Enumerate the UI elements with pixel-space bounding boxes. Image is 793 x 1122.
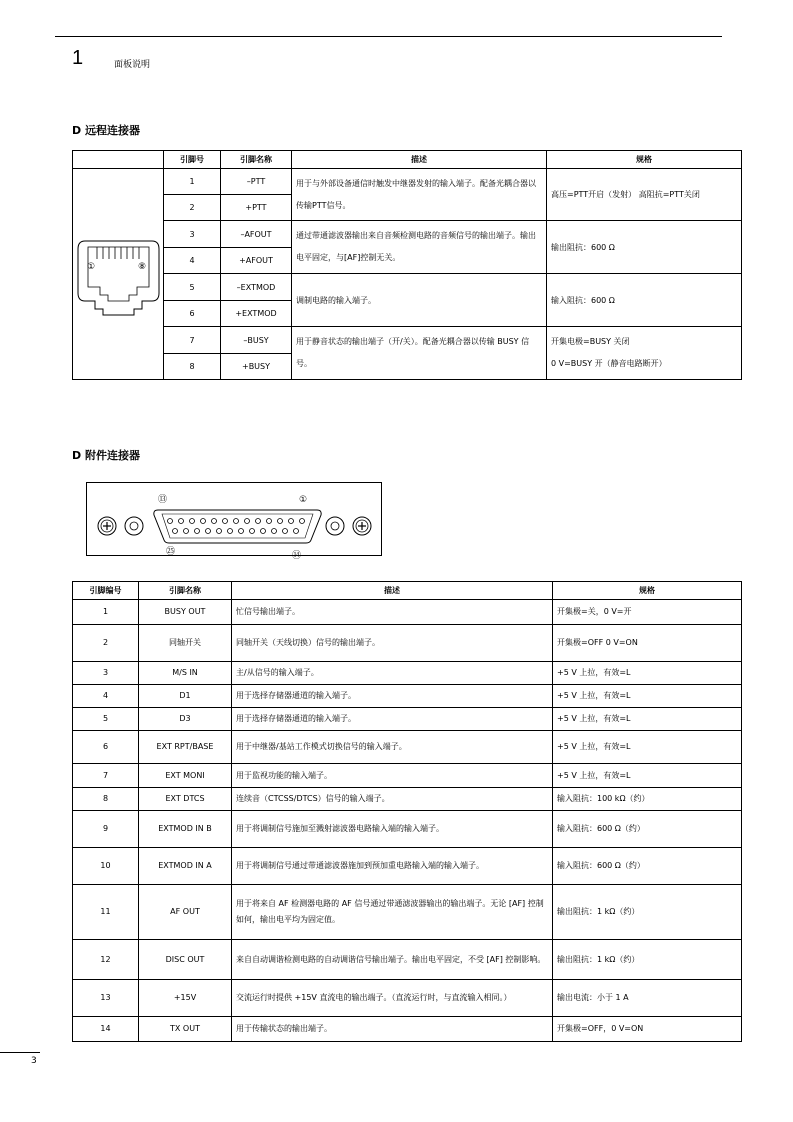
table-row [73,625,742,662]
pin-spec: +5 V 上拉，有效=L [553,731,742,764]
pin-spec: +5 V 上拉，有效=L [553,708,742,731]
pin-name: +EXTMOD [221,301,292,327]
rj45-connector-diagram [73,169,164,380]
pin-number: 4 [73,685,139,708]
pin-spec-line: 0 V=BUSY 开（静音电路断开） [551,359,667,368]
pin-name: TX OUT [139,1017,232,1042]
pin-spec: 输出阻抗：1 kΩ（约） [553,885,742,940]
pin-spec: 输入阻抗：600 Ω [547,274,742,327]
pin-name: AF OUT [139,885,232,940]
header-description: 描述 [232,582,553,600]
pin-number: 10 [73,848,139,885]
accessory-connector-title: D 附件连接器 [72,449,140,462]
pin-name: +AFOUT [221,248,292,274]
pin-description: 用于中继器/基站工作模式切换信号的输入端子。 [232,731,553,764]
pin-description: 用于传输状态的输出端子。 [232,1017,553,1042]
table-row [73,327,742,354]
pin-description: 用于静音状态的输出端子（开/关）。配备光耦合器以传输 BUSY 信号。 [292,327,547,380]
pin-spec: +5 V 上拉，有效=L [553,685,742,708]
pin-description: 主/从信号的输入端子。 [232,662,553,685]
connector-header [73,151,164,169]
rj45-jack-icon [73,169,164,377]
remote-connector-table [72,150,742,380]
pin-25-label: ㉕ [166,547,176,557]
pin-description: 用于选择存储器通道的输入端子。 [232,708,553,731]
pin-1-label: ① [87,262,96,272]
pin-description: 用于与外部设备通信时触发中继器发射的输入端子。配备光耦合器以传输PTT信号。 [292,169,547,221]
pin-number: 6 [73,731,139,764]
pin-spec: 输入阻抗：100 kΩ（约） [553,788,742,811]
pin-name: BUSY OUT [139,600,232,625]
pin-number: 1 [73,600,139,625]
pin-number: 3 [73,662,139,685]
pin-name: +15V [139,980,232,1017]
table-header-row [73,151,742,169]
pin-spec [547,327,742,380]
table-row [73,685,742,708]
pin-description: 用于将调制信号施加至溅射滤波器电路输入端的输入端子。 [232,811,553,848]
pin-number: 12 [73,940,139,980]
pin-number: 3 [164,221,221,248]
pin-spec: +5 V 上拉，有效=L [553,662,742,685]
pin-name: –AFOUT [221,221,292,248]
pin-name: EXT DTCS [139,788,232,811]
pin-spec-line: 开集电极=BUSY 关闭 [551,337,630,346]
pin-description: 通过带通滤波器输出来自音频检测电路的音频信号的输出端子。输出电平固定，与[AF]控制无关。 [292,221,547,274]
footer-rule [0,1052,40,1053]
pin-spec: 开集极=OFF 0 V=ON [553,625,742,662]
table-row [73,1017,742,1042]
table-row [73,708,742,731]
table-row [73,848,742,885]
pin-number: 2 [164,195,221,221]
pin-number: 7 [164,327,221,354]
pin-description: 连续音（CTCSS/DTCS）信号的输入端子。 [232,788,553,811]
table-row [73,169,742,195]
header-pin: 引脚编号 [73,582,139,600]
header-spec: 规格 [547,151,742,169]
table-row [73,980,742,1017]
db25-connector-diagram [86,482,386,566]
header-pin-name: 引脚名称 [139,582,232,600]
pin-description: 忙信号输出端子。 [232,600,553,625]
table-row [73,600,742,625]
right-screw-icon [353,517,371,535]
pin-number: 2 [73,625,139,662]
pin-number: 1 [164,169,221,195]
pin-description: 用于将调制信号通过带通滤波器施加到预加重电路输入端的输入端子。 [232,848,553,885]
pin-14-label: ⑭ [292,551,302,561]
pin-name: DISC OUT [139,940,232,980]
pin-spec: 开集极=OFF，0 V=ON [553,1017,742,1042]
header-pin: 引脚号 [164,151,221,169]
pin-name: +PTT [221,195,292,221]
accessory-connector-table [72,581,742,1042]
pin-name: EXT RPT/BASE [139,731,232,764]
pin-name: D3 [139,708,232,731]
pin-number: 4 [164,248,221,274]
pin-spec: 输出阻抗：600 Ω [547,221,742,274]
pin-name: –EXTMOD [221,274,292,301]
pin-description: 用于将来自 AF 检测器电路的 AF 信号通过带通滤波器输出的输出端子。无论 [AF] 控制如何，输出电平均为固定值。 [232,885,553,940]
pin-number: 7 [73,764,139,788]
header-pin-name: 引脚名称 [221,151,292,169]
table-row [73,274,742,301]
pin-name: M/S IN [139,662,232,685]
pin-8-label: ⑧ [138,262,147,272]
top-rule [55,36,722,37]
pin-description: 用于监视功能的输入端子。 [232,764,553,788]
pin-description: 用于选择存储器通道的输入端子。 [232,685,553,708]
pin-spec: 输入阻抗：600 Ω（约） [553,848,742,885]
pin-name: EXTMOD IN A [139,848,232,885]
right-nut-icon [326,517,344,535]
pin-number: 6 [164,301,221,327]
chapter-title: 面板说明 [114,60,151,70]
pin-spec: 输出阻抗：1 kΩ（约） [553,940,742,980]
pin-number: 8 [164,354,221,380]
pin-name: 同轴开关 [139,625,232,662]
db25-connector-icon [86,482,386,562]
pin-name: –BUSY [221,327,292,354]
table-row [73,221,742,248]
header-spec: 规格 [553,582,742,600]
chapter-number: 1 [72,47,84,69]
table-row [73,811,742,848]
table-row [73,885,742,940]
table-row [73,940,742,980]
pin-spec: 开集极=关，0 V=开 [553,600,742,625]
pin-number: 8 [73,788,139,811]
pin-name: D1 [139,685,232,708]
pin-description: 来自自动调谐检测电路的自动调谐信号输出端子。输出电平固定，不受 [AF] 控制影响。 [232,940,553,980]
pin-number: 9 [73,811,139,848]
pin-number: 11 [73,885,139,940]
pin-number: 14 [73,1017,139,1042]
table-header-row [73,582,742,600]
table-row [73,764,742,788]
pin-name: +BUSY [221,354,292,380]
page-number: 3 [31,1056,37,1066]
left-screw-icon [98,517,116,535]
pin-number: 5 [164,274,221,301]
header-description: 描述 [292,151,547,169]
pin-name: –PTT [221,169,292,195]
table-row [73,662,742,685]
pin-description: 同轴开关（天线切换）信号的输出端子。 [232,625,553,662]
remote-connector-title: D 远程连接器 [72,124,140,137]
pin-description: 调制电路的输入端子。 [292,274,547,327]
pin-name: EXTMOD IN B [139,811,232,848]
pin-13-label: ⑬ [158,495,168,505]
table-row [73,788,742,811]
pin-spec: 高压=PTT开启（发射） 高阻抗=PTT关闭 [547,169,742,221]
left-nut-icon [125,517,143,535]
pin-spec: +5 V 上拉，有效=L [553,764,742,788]
pin-name: EXT MONI [139,764,232,788]
pin-1-label: ① [299,495,308,505]
pin-spec: 输入阻抗：600 Ω（约） [553,811,742,848]
pin-description: 交流运行时提供 +15V 直流电的输出端子。（直流运行时，与直流输入相同。） [232,980,553,1017]
pin-number: 5 [73,708,139,731]
pin-spec: 输出电流：小于 1 A [553,980,742,1017]
table-row [73,731,742,764]
pin-number: 13 [73,980,139,1017]
